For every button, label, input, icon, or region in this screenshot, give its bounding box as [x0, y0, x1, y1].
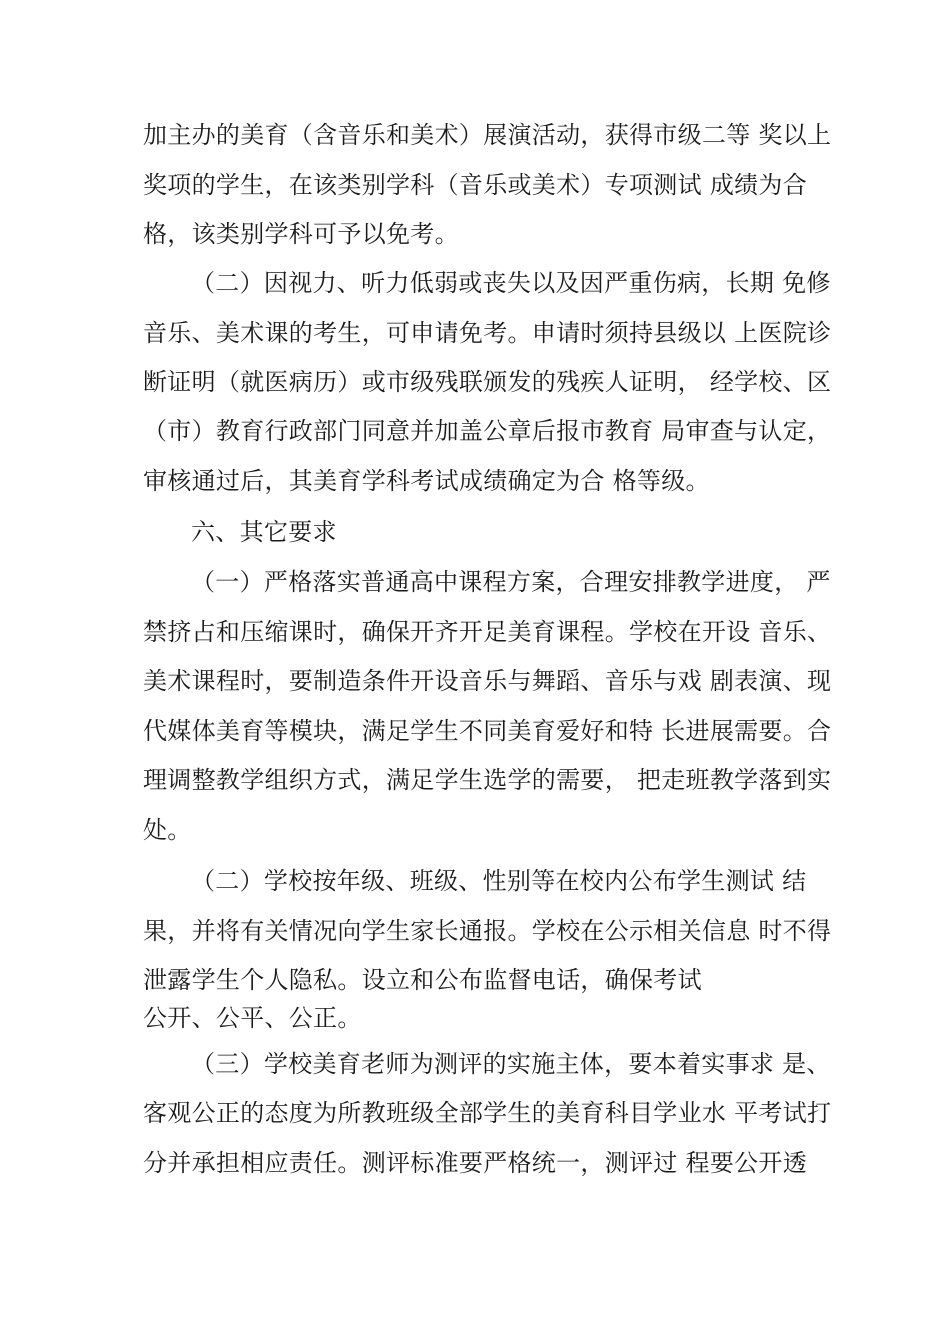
text-line: （市）教育行政部门同意并加盖公章后报市教育 局审查与认定， [143, 417, 832, 445]
paragraph-start-line: （二）学校按年级、班级、性别等在校内公布学生测试 结 [191, 867, 807, 895]
text-line: 公开、公平、公正。 [143, 1004, 362, 1032]
text-line: 果，并将有关情况向学生家长通报。学校在公示相关信息 时不得 [143, 917, 832, 945]
paragraph-start-line: （二）因视力、听力低弱或丧失以及因严重伤病，长期 免修 [191, 269, 831, 297]
section-heading: 六、其它要求 [191, 518, 337, 546]
text-line: 分并承担相应责任。测评标准要严格统一，测评过 程要公开透 [143, 1149, 808, 1177]
text-line: 断证明（就医病历）或市级残联颁发的残疾人证明， 经学校、区 [143, 368, 832, 396]
text-line: 处。 [143, 816, 192, 844]
text-line: 泄露学生个人隐私。设立和公布监督电话，确保考试 [143, 966, 702, 994]
paragraph-start-line: （一）严格落实普通高中课程方案，合理安排教学进度， 严 [191, 568, 831, 596]
text-line: 审核通过后，其美育学科考试成绩确定为合 格等级。 [143, 467, 710, 495]
text-line: 加主办的美育（含音乐和美术）展演活动，获得市级二等 奖以上 [143, 121, 832, 149]
text-line: 理调整教学组织方式，满足学生选学的需要， 把走班教学落到实 [143, 766, 832, 794]
paragraph-start-line: （三）学校美育老师为测评的实施主体，要本着实事求 是、 [191, 1050, 831, 1078]
text-line: 奖项的学生，在该类别学科（音乐或美术）专项测试 成绩为合 [143, 171, 808, 199]
text-line: 客观公正的态度为所教班级全部学生的美育科目学业水 平考试打 [143, 1099, 832, 1127]
text-line: 美术课程时，要制造条件开设音乐与舞蹈、音乐与戏 剧表演、现 [143, 667, 832, 695]
text-line: 音乐、美术课的考生，可申请免考。申请时须持县级以 上医院诊 [143, 319, 832, 347]
text-line: 代媒体美育等模块，满足学生不同美育爱好和特 长进展需要。合 [143, 717, 832, 745]
text-line: 禁挤占和压缩课时，确保开齐开足美育课程。学校在开设 音乐、 [143, 618, 832, 646]
text-line: 格，该类别学科可予以免考。 [143, 220, 459, 248]
